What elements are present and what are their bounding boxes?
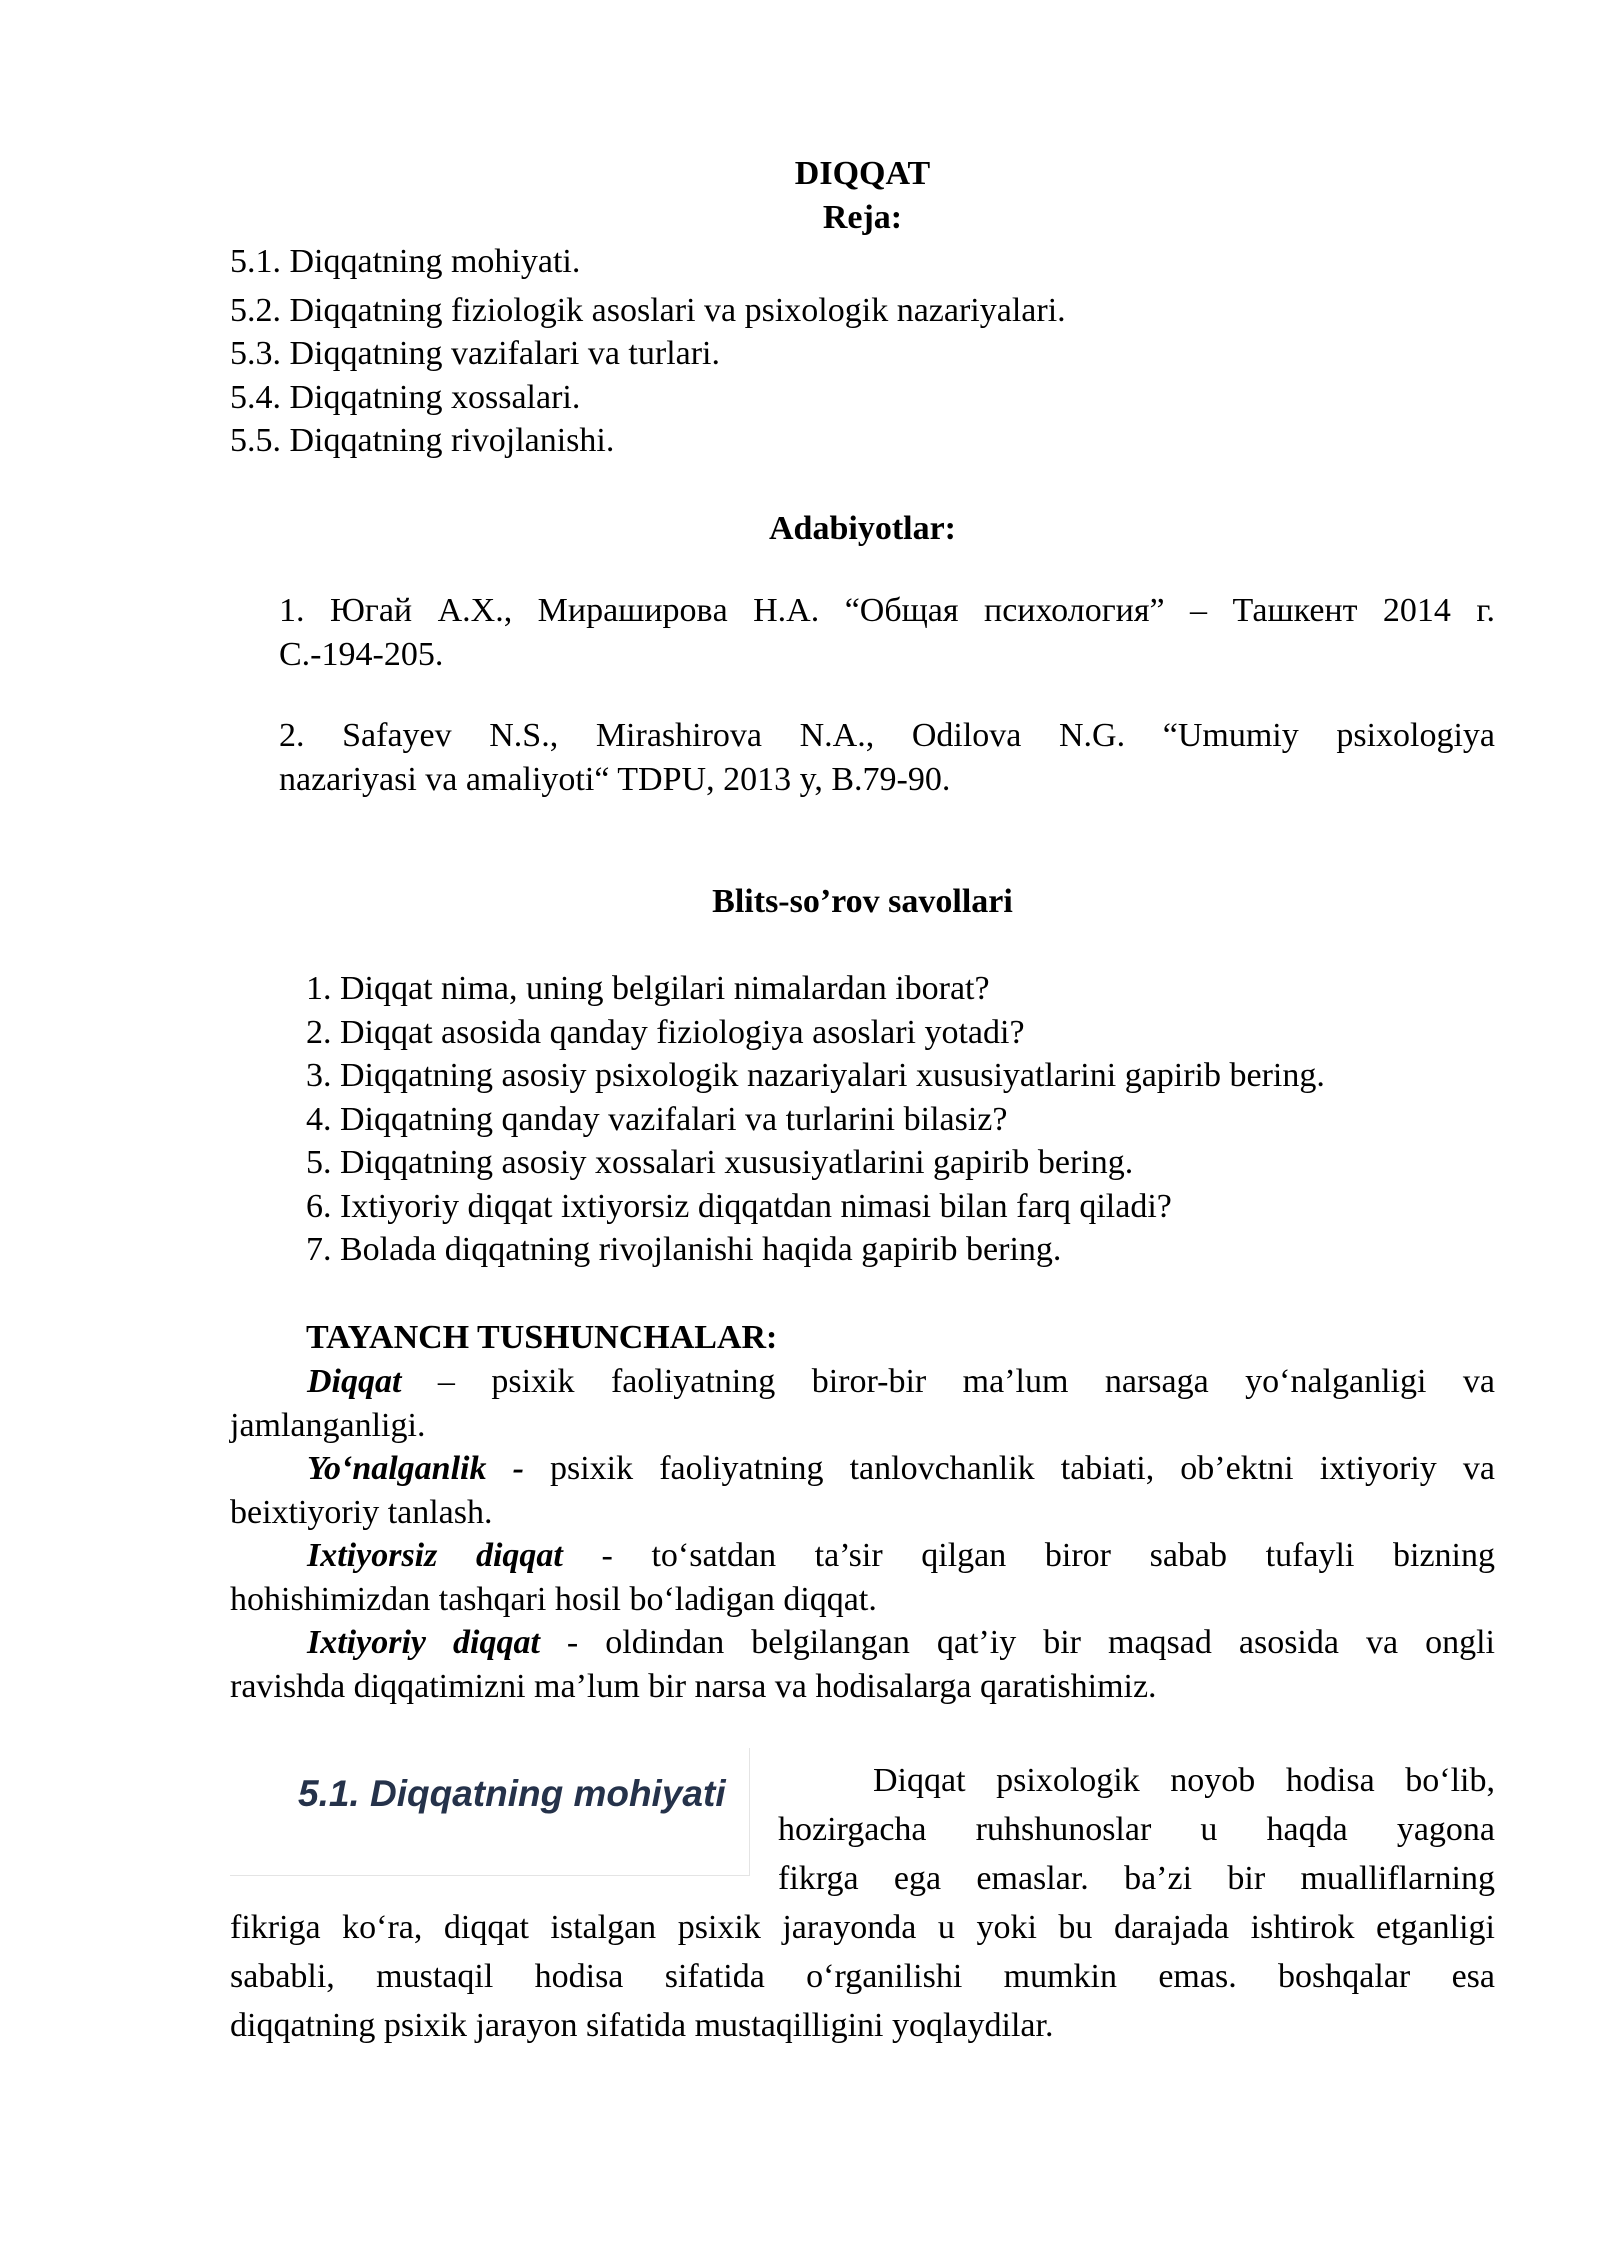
literature-item-line: 2. Safayev N.S., Mirashirova N.A., Odilova N.G. “Umumiy psixologiya	[279, 717, 1495, 754]
concept-line-cont: beixtiyoriy tanlash.	[230, 1493, 493, 1531]
section-heading-image	[230, 1748, 750, 1876]
concept-line	[230, 1534, 1495, 1578]
concept-text: psixik faoliyatning tanlovchanlik tabiati, ob’ektni ixtiyoriy va	[550, 1450, 1495, 1487]
paragraph-line: sababli, mustaqil hodisa sifatida o‘rganilishi mumkin emas. boshqalar esa	[230, 1958, 1495, 1995]
concept-text: to‘satdan ta’sir qilgan biror sabab tufayli bizning	[651, 1537, 1495, 1574]
plan-item: 5.1. Diqqatning mohiyati.	[230, 243, 581, 280]
concept-item	[230, 1534, 1495, 1621]
literature-heading: Adabiyotlar:	[769, 510, 956, 547]
concept-item	[230, 1621, 1495, 1708]
concepts-list	[230, 1360, 1495, 1708]
plan-item: 5.4. Diqqatning xossalari.	[230, 378, 581, 416]
blitz-heading: Blits-so’rov savollari	[712, 883, 1013, 920]
concept-line	[230, 1360, 1495, 1404]
literature-item	[279, 714, 1495, 801]
concept-line-cont: jamlanganligi.	[230, 1406, 426, 1444]
concept-term: Ixtiyoriy diqqat	[307, 1624, 540, 1661]
section-paragraph-right	[778, 1756, 1495, 1903]
blitz-question: 7. Bolada diqqatning rivojlanishi haqida gapirib bering.	[306, 1231, 1062, 1268]
paragraph-line: fikriga ko‘ra, diqqat istalgan psixik jarayonda u yoki bu darajada ishtirok etganligi	[230, 1909, 1495, 1946]
paragraph-line: diqqatning psixik jarayon sifatida mustaqilligini yoqlaydilar.	[230, 2007, 1054, 2044]
paragraph-line: fikrga ega emaslar. ba’zi bir mualliflarning	[778, 1860, 1495, 1897]
concept-item	[230, 1360, 1495, 1447]
concept-text: psixik faoliyatning biror-bir ma’lum narsaga yo‘nalganligi va	[491, 1363, 1496, 1400]
blitz-question: 3. Diqqatning asosiy psixologik nazariyalari xususiyatlarini gapirib bering.	[306, 1057, 1325, 1094]
concept-line	[230, 1447, 1495, 1491]
plan-list	[230, 240, 1495, 463]
blitz-question: 1. Diqqat nima, uning belgilari nimalardan iborat?	[306, 970, 990, 1007]
plan-item: 5.2. Diqqatning fiziologik asoslari va psixologik nazariyalari.	[230, 291, 1066, 329]
plan-item: 5.5. Diqqatning rivojlanishi.	[230, 422, 615, 459]
paragraph-line: Diqqat psixologik noyob hodisa bo‘lib,	[873, 1762, 1495, 1799]
paragraph-line: hozirgacha ruhshunoslar u haqda yagona	[778, 1811, 1495, 1848]
section-paragraph	[230, 1903, 1495, 2050]
concept-term: Ixtiyorsiz diqqat	[307, 1537, 563, 1574]
concept-separator: –	[401, 1363, 492, 1400]
literature-item	[279, 589, 1495, 676]
section-heading-image-text: 5.1. Diqqatning mohiyati	[298, 1773, 726, 1814]
concepts-heading: TAYANCH TUSHUNCHALAR:	[306, 1319, 778, 1356]
plan-item: 5.3. Diqqatning vazifalari va turlari.	[230, 335, 720, 372]
concept-term: Diqqat	[307, 1363, 402, 1400]
blitz-list	[306, 967, 1495, 1272]
literature-item-line: 1. Югай А.Х., Мирашировa Н.А. “Общая психология” – Ташкент 2014 г.	[279, 592, 1495, 629]
concept-text: oldindan belgilangan qat’iy bir maqsad asosida va ongli	[605, 1624, 1495, 1661]
concept-separator: -	[539, 1624, 606, 1661]
concept-separator: -	[562, 1537, 652, 1574]
concept-separator	[524, 1450, 550, 1487]
concept-line-cont: ravishda diqqatimizni ma’lum bir narsa va hodisalarga qaratishimiz.	[230, 1667, 1157, 1705]
blitz-question: 4. Diqqatning qanday vazifalari va turlarini bilasiz?	[306, 1100, 1008, 1138]
concept-term: Yo‘nalganlik -	[307, 1450, 524, 1487]
concept-line	[230, 1621, 1495, 1665]
plan-heading: Reja:	[822, 199, 903, 236]
literature-item-line: С.-194-205.	[279, 635, 444, 673]
concept-line-cont: hohishimizdan tashqari hosil bo‘ladigan diqqat.	[230, 1580, 877, 1618]
blitz-question: 6. Ixtiyoriy diqqat ixtiyorsiz diqqatdan nimasi bilan farq qiladi?	[306, 1187, 1172, 1225]
document-title: DIQQAT	[794, 155, 931, 192]
blitz-question: 2. Diqqat asosida qanday fiziologiya asoslari yotadi?	[306, 1013, 1025, 1051]
blitz-question: 5. Diqqatning asosiy xossalari xususiyatlarini gapirib bering.	[306, 1144, 1134, 1181]
literature-item-line: nazariyasi va amaliyoti“ TDPU, 2013 y, B.79-90.	[279, 760, 951, 798]
concept-item	[230, 1447, 1495, 1534]
